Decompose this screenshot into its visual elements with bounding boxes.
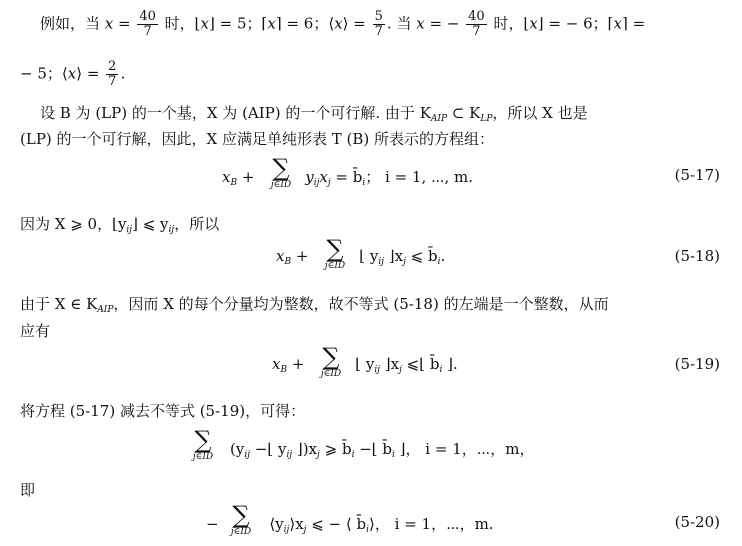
var-x: x: [104, 14, 114, 33]
var-x: x: [613, 14, 622, 33]
text: =: [113, 14, 136, 33]
fraction-2-7: [106, 60, 118, 89]
equation-5-19: [272, 355, 458, 375]
limit-sub: D: [243, 527, 252, 537]
text: ⟨y: [269, 515, 284, 533]
limit-sub: D: [205, 452, 214, 462]
text: +: [291, 247, 314, 265]
para3: [20, 214, 219, 240]
tag-5-17: (5-17): [674, 166, 720, 184]
subscript: AIP: [430, 114, 448, 124]
text: ⌋x: [383, 247, 404, 265]
text: +: [287, 355, 310, 373]
denominator: 7: [143, 24, 152, 39]
para1-line2: [20, 60, 125, 89]
sum-symbol-20a: [180, 428, 226, 462]
var-x: x: [334, 14, 343, 33]
text: ，因而 X 的每个分量均为整数，故不等式 (5-18) 的左端是一个整数，从而: [113, 295, 609, 313]
text: = b̄: [330, 168, 363, 186]
subscript: ij: [374, 365, 380, 375]
sum-limit: [308, 369, 354, 379]
text: 时，⌊: [488, 14, 530, 33]
text: − 5；⟨: [20, 64, 68, 83]
text: ⩽ − ⟨ b̄: [306, 515, 367, 533]
var-x: x: [67, 64, 77, 83]
denominator: 7: [472, 24, 481, 39]
numerator: 2: [108, 59, 117, 74]
text: ⌉ = 6；⟨: [275, 14, 335, 33]
text: (LP) 的一个可行解，因此，X 应满足单纯形表 T (B) 所表示的方程组：: [20, 130, 495, 148]
sigma: ∑: [322, 343, 340, 371]
subscript: j: [317, 450, 320, 460]
limit-sub: D: [283, 180, 292, 190]
text: ⟩x: [289, 515, 304, 533]
subscript: i: [351, 450, 355, 460]
para2-line2: [20, 129, 494, 149]
limit-sub: D: [333, 369, 342, 379]
text: ⩽ b̄: [405, 247, 438, 265]
limit-sub: D: [337, 261, 346, 271]
denominator: 7: [108, 74, 117, 89]
limit-text: j∈I: [324, 261, 338, 271]
subscript: B: [230, 178, 238, 188]
subscript: ij: [244, 450, 250, 460]
var: x: [272, 355, 281, 373]
text: ⌋x: [379, 355, 400, 373]
text: .: [440, 247, 446, 265]
var-x: x: [416, 14, 425, 33]
text: 因为 X ⩾ 0，⌊y: [20, 215, 127, 233]
text: ⟩ =: [342, 14, 371, 33]
text: (y: [230, 440, 245, 458]
text: ⌋ ⩽ y: [132, 215, 169, 233]
sum-limit: [258, 180, 304, 190]
text: = −: [424, 14, 465, 33]
limit-text: j∈I: [320, 369, 334, 379]
sum-symbol-19: [308, 345, 354, 379]
text: 由于 X ∈ K: [20, 295, 98, 313]
sum-symbol-17: [258, 156, 304, 190]
text: ⟩， i = 1，⋯，m.: [369, 515, 494, 533]
text: 应有: [20, 322, 51, 340]
text: ； i = 1, ⋯, m.: [365, 168, 474, 186]
sum-limit: [312, 261, 358, 271]
var-x: x: [267, 14, 276, 33]
text: −: [206, 515, 224, 533]
subscript: i: [439, 365, 443, 375]
subscript: B: [280, 365, 288, 375]
text: ⩾ b̄: [319, 440, 352, 458]
subscript: LP: [480, 114, 493, 124]
subscript: ij: [378, 257, 384, 267]
subscript: j: [399, 365, 402, 375]
subscript: B: [284, 257, 292, 267]
denominator: 7: [374, 24, 383, 39]
fraction-40-7: [137, 10, 158, 39]
text: ⊂ K: [447, 104, 481, 122]
sigma: ∑: [232, 501, 250, 529]
text: 即: [20, 481, 36, 499]
numerator: 40: [468, 9, 485, 24]
text: +: [237, 168, 260, 186]
tag-5-18: (5-18): [674, 247, 720, 265]
subscript: j: [303, 525, 307, 535]
sum-symbol-20: [218, 503, 264, 537]
sum-limit: [218, 527, 264, 537]
sum-limit: [180, 452, 226, 462]
text: ⌋.: [442, 355, 458, 373]
text: ⌉ =: [621, 14, 646, 33]
text: −⌊ y: [250, 440, 287, 458]
equation-5-18: [276, 247, 445, 267]
subscript: i: [437, 257, 441, 267]
var-x: x: [200, 14, 209, 33]
text: . 当: [386, 14, 417, 33]
var: x: [276, 247, 285, 265]
text: .: [120, 64, 126, 83]
text: ⌋， i = 1，⋯，m，: [394, 440, 535, 458]
text: −⌊ b̄: [354, 440, 393, 458]
limit-text: j∈I: [270, 180, 284, 190]
text: ⌋ = − 6；⌈: [537, 14, 614, 33]
text: ⟩ =: [76, 64, 105, 83]
equation-5-20a: [230, 438, 534, 460]
var: y: [305, 168, 314, 186]
text: 将方程 (5-17) 减去不等式 (5-19)，可得：: [20, 402, 306, 420]
para4-line2: [20, 321, 50, 341]
subscript: ij: [126, 225, 133, 235]
subscript: i: [392, 450, 395, 460]
para5: [20, 401, 305, 421]
fraction-40-7b: [466, 10, 487, 39]
text: ⌊ y: [355, 355, 375, 373]
tag-5-19: (5-19): [674, 355, 720, 373]
numerator: 5: [374, 9, 383, 24]
subscript: ij: [168, 225, 175, 235]
para6: [20, 480, 35, 500]
subscript: j: [327, 178, 331, 188]
text: ⌊ y: [359, 247, 379, 265]
var-x: x: [529, 14, 538, 33]
subscript: j: [403, 257, 406, 267]
var: x: [222, 168, 231, 186]
sigma: ∑: [272, 154, 290, 182]
fraction-5-7: [373, 10, 385, 39]
subscript: ij: [283, 525, 290, 535]
tag-5-20: (5-20): [674, 513, 720, 531]
subscript: i: [362, 178, 366, 188]
text: ⌋)x: [292, 440, 318, 458]
text: ，所以: [174, 215, 220, 233]
sigma: ∑: [326, 235, 344, 263]
var: x: [319, 168, 328, 186]
numerator: 40: [139, 9, 156, 24]
sum-symbol-18: [312, 237, 358, 271]
subscript: AIP: [97, 305, 114, 315]
para1-line1: [40, 10, 645, 39]
limit-text: j∈I: [230, 527, 244, 537]
subscript: ij: [286, 450, 293, 460]
para2-line1: [40, 103, 588, 129]
text: ⩽⌊ b̄: [401, 355, 440, 373]
para4-line1: [20, 294, 609, 320]
subscript: ij: [313, 178, 320, 188]
text: 例如，当: [40, 14, 105, 33]
text: ⌋ = 5；⌈: [209, 14, 268, 33]
text: 设 B 为 (LP) 的一个基，X 为 (AIP) 的一个可行解. 由于 K: [40, 104, 431, 122]
subscript: i: [366, 525, 370, 535]
text: 时，⌊: [159, 14, 201, 33]
limit-text: j∈I: [192, 452, 206, 462]
sigma: ∑: [194, 426, 212, 454]
text: ，所以 X 也是: [492, 104, 588, 122]
